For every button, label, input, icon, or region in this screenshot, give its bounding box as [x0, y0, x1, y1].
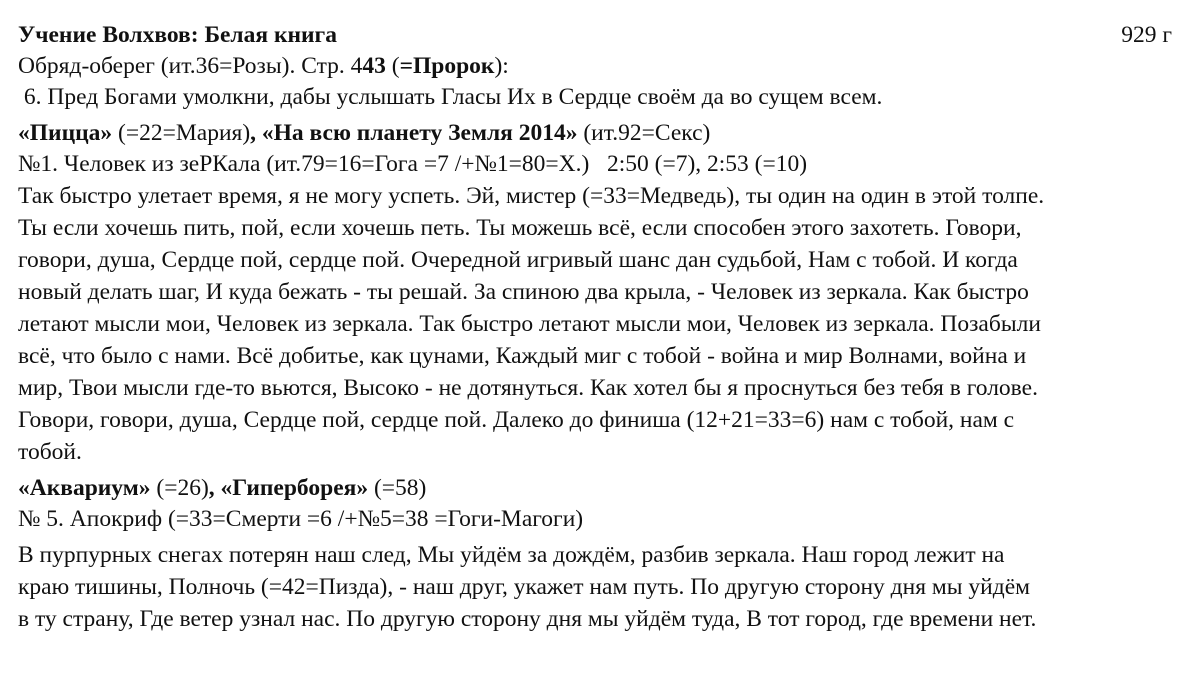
rite-suffix: ): [494, 53, 509, 79]
verse-6: 6. Пред Богами умолкни, дабы услышать Гласы Их в Сердце своём да во сущем всем. [18, 84, 883, 110]
rite-prefix: Обряд-оберег (ит.36=Розы). Стр. 4 [18, 53, 363, 79]
song-2-lyrics [18, 539, 1182, 635]
rite-line [18, 51, 1182, 82]
album-2-title: «Гиперборея» [220, 475, 369, 501]
album-2-note: (=58) [368, 475, 427, 501]
lyric-line: краю тишины, Полночь (=42=Пизда), - наш друг, укажет нам путь. По другую сторону дня мы уйдём [18, 574, 1030, 600]
album-2-separator: , [208, 475, 221, 501]
lyric-line: Ты если хочешь пить, пой, если хочешь петь. Ты можешь всё, если способен этого захотеть. Говори, [18, 215, 1022, 241]
album-1-separator: , [250, 120, 262, 146]
lyric-line: в ту страну, Где ветер узнал нас. По другую сторону дня мы уйдём туда, В тот город, где времени нет. [18, 606, 1037, 632]
album-1-line [18, 118, 1182, 149]
page-header [18, 20, 1182, 51]
lyric-line: Говори, говори, душа, Сердце пой, сердце пой. Далеко до финиша (12+21=33=6) нам с тобой, нам с [18, 407, 1015, 433]
album-2-line [18, 473, 1182, 504]
album-1-note: (ит.92=Секс) [577, 120, 711, 146]
album-1-band-note: (=22=Мария) [112, 120, 251, 146]
lyric-line: мир, Твои мысли где-то вьются, Высоко - не дотянуться. Как хотел бы я проснуться без тебя в голове. [18, 375, 1038, 401]
lyric-line: всё, что было с нами. Всё добитье, как цунами, Каждый миг с тобой - война и мир Волнами, война и [18, 343, 1027, 369]
album-2-band: «Аквариум» [18, 475, 151, 501]
lyric-line: летают мысли мои, Человек из зеркала. Так быстро летают мысли мои, Человек из зеркала. Позабыли [18, 311, 1041, 337]
book-title: Учение Волхвов: Белая книга [18, 22, 337, 48]
lyric-line: новый делать шаг, И куда бежать - ты решай. За спиною два крыла, - Человек из зеркала. Как быстро [18, 279, 1029, 305]
rite-paren-open: ( [385, 53, 400, 79]
lyric-line: говори, душа, Сердце пой, сердце пой. Очередной игривый шанс дан судьбой, Нам с тобой. И когда [18, 247, 1018, 273]
lyric-line: тобой. [18, 439, 82, 465]
album-1-band: «Пицца» [18, 120, 113, 146]
song-2-heading: № 5. Апокриф (=33=Смерти =6 /+№5=38 =Гоги-Магоги) [18, 506, 584, 532]
document-page [18, 20, 1182, 635]
song-1-lyrics [18, 180, 1182, 468]
song-1-heading: №1. Человек из зеРКала (ит.79=16=Гога =7 /+№1=80=Х.) 2:50 (=7), 2:53 (=10) [18, 151, 808, 177]
rite-prophet: =Пророк [399, 53, 495, 79]
lyric-line: В пурпурных снегах потерян наш след, Мы уйдём за дождём, разбив зеркала. Наш город лежит на [18, 542, 1005, 568]
album-2-band-note: (=26) [150, 475, 209, 501]
album-1-title: «На всю планету Земля 2014» [261, 120, 578, 146]
page-number: 929 г [1121, 22, 1172, 48]
rite-page-bold: 43 [362, 53, 386, 79]
lyric-line: Так быстро улетает время, я не могу успеть. Эй, мистер (=33=Медведь), ты один на один в этой толпе. [18, 183, 1045, 209]
